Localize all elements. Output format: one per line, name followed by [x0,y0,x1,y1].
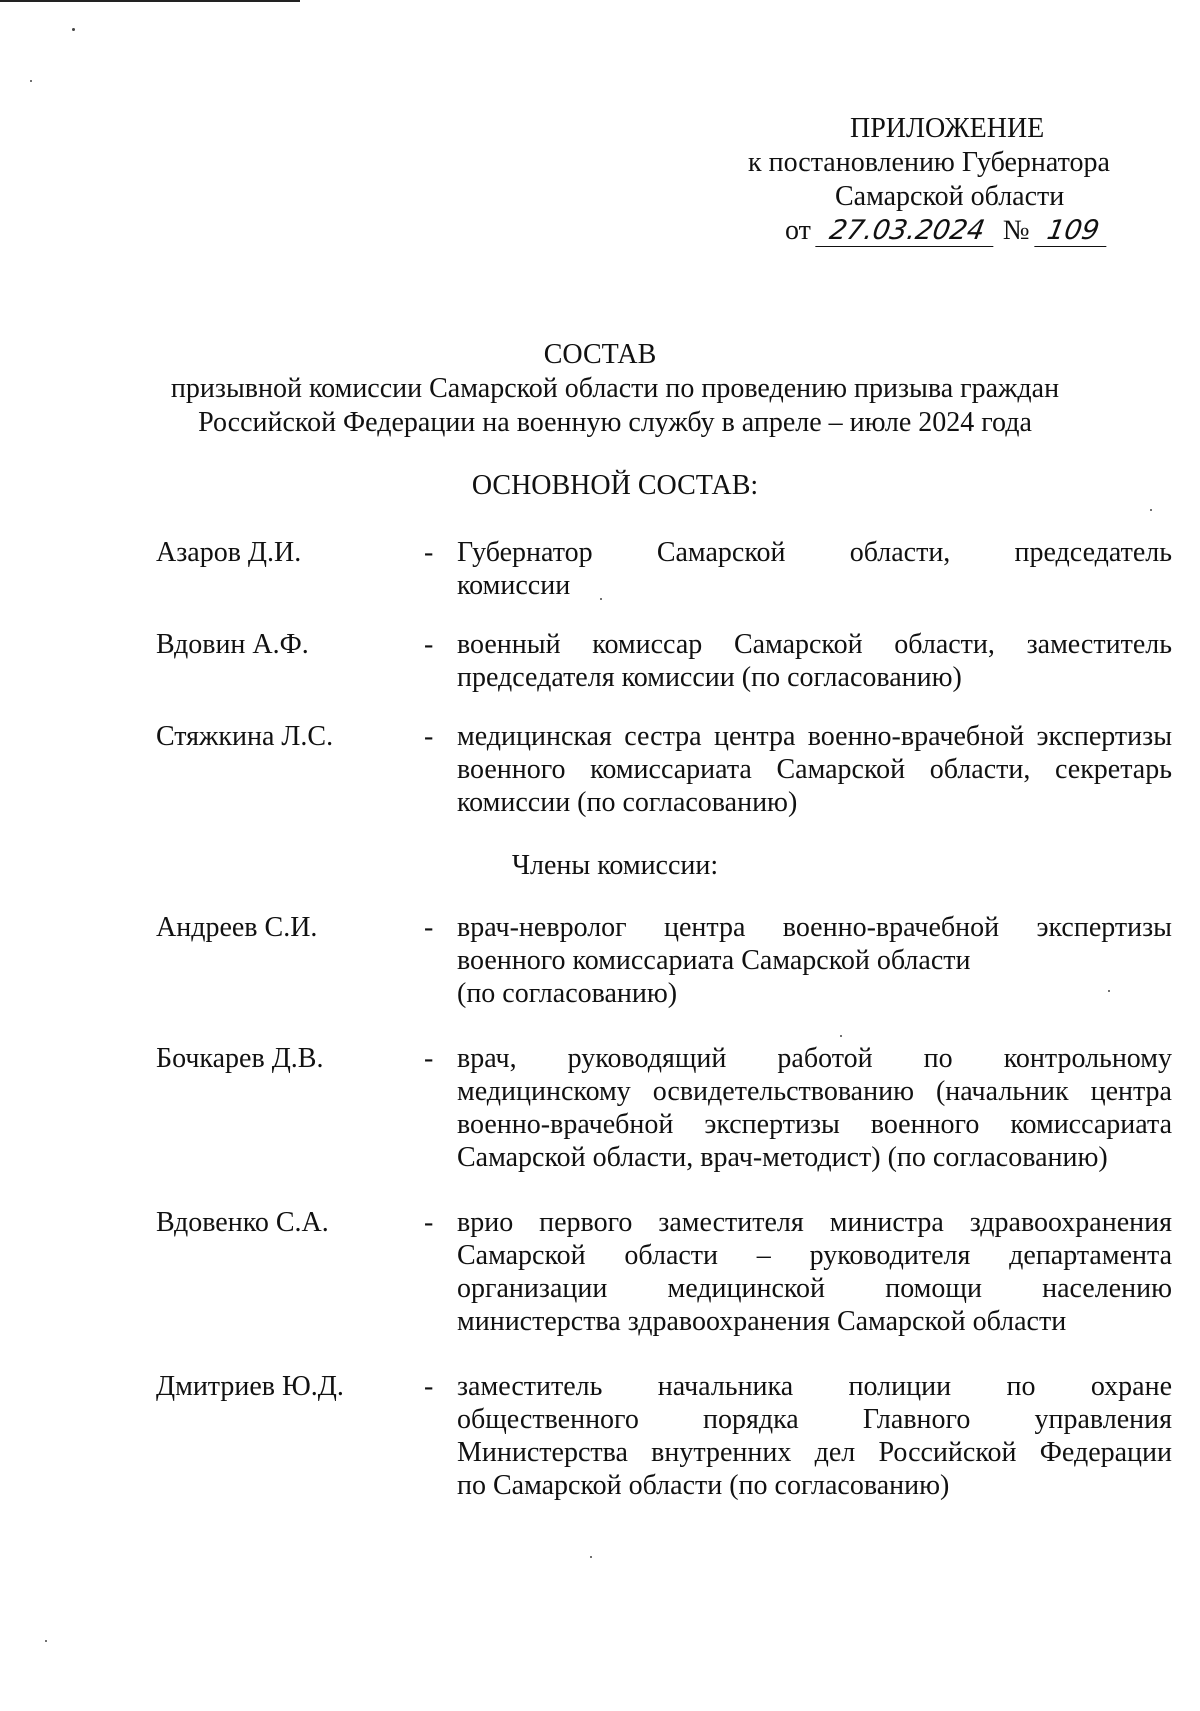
member-dash: - [424,537,434,568]
role-line: военно-врачебной экспертизы военного комиссариата [457,1109,1172,1140]
role-line: председателя комиссии (по согласованию) [457,662,962,693]
member-name: Дмитриев Ю.Д. [156,1371,344,1402]
appendix-title: ПРИЛОЖЕНИЕ [850,113,1045,144]
role-line: военного комиссариата Самарской области, секретарь [457,754,1172,785]
role-line: Министерства внутренних дел Российской Федерации [457,1437,1172,1468]
number-sign: № [1002,215,1030,246]
role-line: военный комиссар Самарской области, заместитель [457,629,1172,660]
member-dash: - [424,912,434,943]
role-line: комиссии (по согласованию) [457,787,798,818]
role-line: Губернатор Самарской области, председатель [457,537,1172,568]
role-line: врач, руководящий работой по контрольному [457,1043,1172,1074]
member-role [457,911,1172,1010]
member-name: Вдовин А.Ф. [156,629,309,660]
member-dash: - [424,1371,434,1402]
member-role [457,536,1172,602]
scan-speck [30,80,32,82]
role-line: медицинскому освидетельствованию (начальник центра [457,1076,1172,1107]
member-role [457,628,1172,694]
scan-speck [72,28,75,31]
member-name: Вдовенко С.А. [156,1207,329,1238]
member-name: Стяжкина Л.С. [156,721,334,752]
handwritten-number: 109 [1034,216,1111,247]
role-line: военного комиссариата Самарской области [457,945,971,976]
member-name: Азаров Д.И. [156,537,302,568]
main-section-heading: ОСНОВНОЙ СОСТАВ: [471,470,759,501]
member-role [457,1206,1172,1338]
role-line: комиссии [457,570,571,601]
member-role [457,720,1172,819]
role-line: заместитель начальника полиции по охране [457,1371,1172,1402]
document-title: СОСТАВ [543,339,657,370]
role-line: медицинская сестра центра военно-врачебной экспертизы [457,721,1172,752]
role-line: общественного порядка Главного управления [457,1404,1172,1435]
member-dash: - [424,629,434,660]
appendix-date-number-line [785,214,1109,248]
scan-speck [45,1640,47,1642]
member-dash: - [424,721,434,752]
member-role [457,1370,1172,1502]
member-role [457,1042,1172,1174]
role-line: министерства здравоохранения Самарской области [457,1306,1067,1337]
scan-speck [1150,509,1152,511]
role-line: (по согласованию) [457,978,678,1009]
appendix-region-line: Самарской области [835,181,1065,212]
handwritten-date: 27.03.2024 [815,216,998,247]
member-name: Бочкарев Д.В. [156,1043,324,1074]
document-subtitle-line-2: Российской Федерации на военную службу в апреле – июле 2024 года [198,407,1032,438]
document-subtitle-line-1: призывной комиссии Самарской области по проведению призыва граждан [170,373,1060,404]
scan-speck [590,1556,592,1558]
member-name: Андреев С.И. [156,912,318,943]
scan-edge-line [0,0,300,2]
member-dash: - [424,1207,434,1238]
appendix-decree-line: к постановлению Губернатора [748,147,1110,178]
role-line: Самарской области, врач-методист) (по согласованию) [457,1142,1108,1173]
role-line: врио первого заместителя министра здравоохранения [457,1207,1172,1238]
role-line: врач-невролог центра военно-врачебной экспертизы [457,912,1172,943]
date-prefix: от [785,215,811,246]
members-section-heading: Члены комиссии: [511,850,719,881]
member-dash: - [424,1043,434,1074]
role-line: организации медицинской помощи населению [457,1273,1172,1304]
scan-speck [840,1035,842,1037]
role-line: по Самарской области (по согласованию) [457,1470,950,1501]
role-line: Самарской области – руководителя департамента [457,1240,1172,1271]
